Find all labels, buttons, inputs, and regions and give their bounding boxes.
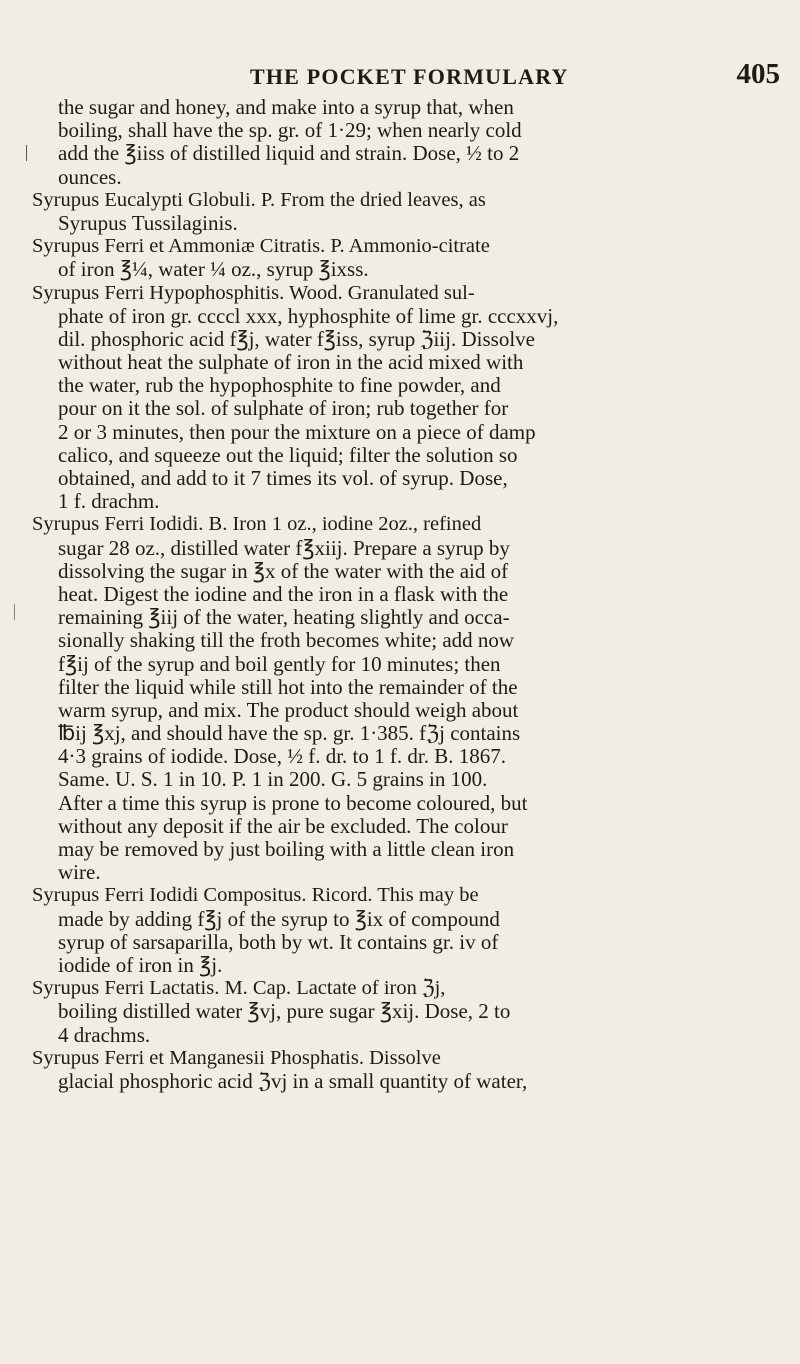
text-line: filter the liquid while still hot into the remainder of the: [58, 675, 518, 699]
margin-pencil-mark: [26, 145, 29, 161]
text-line: f℥ij of the syrup and boil gently for 10 minutes; then: [58, 652, 501, 676]
text-line: the sugar and honey, and make into a syrup that, when: [58, 96, 514, 119]
text-line: boiling, shall have the sp. gr. of 1·29; when nearly cold: [58, 119, 522, 143]
text-line: dil. phosphoric acid f℥j, water f℥iss, syrup ℨiij. Dissolve: [58, 327, 535, 351]
entry-heading-line: Syrupus Ferri et Ammoniæ Citratis. P. Ammonio-citrate: [32, 235, 490, 258]
running-title: THE POCKET FORMULARY: [250, 64, 569, 89]
margin-edge-mark: [14, 604, 19, 620]
text-line: the water, rub the hypophosphite to fine powder, and: [58, 374, 501, 398]
text-line: glacial phosphoric acid ℨvj in a small quantity of water,: [58, 1069, 528, 1093]
text-line: add the ℥iiss of distilled liquid and strain. Dose, ½ to 2: [58, 142, 520, 166]
entry-heading-line: Syrupus Eucalypti Globuli. P. From the dried leaves, as: [32, 188, 486, 211]
text-line: obtained, and add to it 7 times its vol. of syrup. Dose,: [58, 467, 508, 490]
text-line: calico, and squeeze out the liquid; filter the solution so: [58, 443, 518, 467]
text-line: After a time this syrup is prone to become coloured, but: [58, 791, 528, 815]
text-line: Syrupus Tussilaginis.: [58, 211, 238, 235]
text-line: warm syrup, and mix. The product should weigh about: [58, 698, 519, 722]
page-number: 405: [736, 58, 780, 90]
text-line: sugar 28 oz., distilled water f℥xiij. Prepare a syrup by: [58, 536, 510, 560]
text-line: pour on it the sol. of sulphate of iron; rub together for: [58, 397, 509, 421]
text-line: phate of iron gr. ccccl xxx, hyphosphite of lime gr. cccxxvj,: [58, 304, 559, 328]
text-line: 4·3 grains of iodide. Dose, ½ f. dr. to 1 f. dr. B. 1867.: [58, 745, 506, 769]
entry-heading-line: Syrupus Ferri Iodidi. B. Iron 1 oz., iodine 2oz., refined: [32, 513, 482, 536]
text-line: may be removed by just boiling with a little clean iron: [58, 838, 515, 861]
entry-heading-line: Syrupus Ferri et Manganesii Phosphatis. Dissolve: [32, 1046, 441, 1069]
running-head: [250, 58, 780, 94]
text-line: boiling distilled water ℥vj, pure sugar ℥xij. Dose, 2 to: [58, 1000, 511, 1024]
formulary-text: [32, 96, 787, 1093]
entry-heading-line: Syrupus Ferri Lactatis. M. Cap. Lactate of iron ℨj,: [32, 977, 446, 1000]
text-line: ounces.: [58, 165, 122, 189]
text-line: iodide of iron in ℥j.: [58, 953, 223, 977]
text-line: heat. Digest the iodine and the iron in a flask with the: [58, 582, 509, 606]
text-line: 4 drachms.: [58, 1023, 151, 1047]
entry-heading-line: Syrupus Ferri Hypophosphitis. Wood. Granulated sul-: [32, 281, 475, 304]
text-line: syrup of sarsaparilla, both by wt. It contains gr. iv of: [58, 930, 499, 954]
text-line: Same. U. S. 1 in 10. P. 1 in 200. G. 5 grains in 100.: [58, 768, 488, 792]
text-line: made by adding f℥j of the syrup to ℥ix of compound: [58, 907, 500, 931]
text-line: without heat the sulphate of iron in the acid mixed with: [58, 351, 524, 375]
text-line: sionally shaking till the froth becomes white; add now: [58, 629, 515, 653]
text-line: of iron ℥¼, water ¼ oz., syrup ℥ixss.: [58, 258, 369, 282]
text-line: 1 f. drachm.: [58, 490, 160, 514]
text-line: ℔ij ℥xj, and should have the sp. gr. 1·385. fℨj contains: [58, 722, 521, 746]
text-line: 2 or 3 minutes, then pour the mixture on a piece of damp: [58, 420, 536, 444]
text-line: wire.: [58, 861, 101, 885]
entry-heading-line: Syrupus Ferri Iodidi Compositus. Ricord. This may be: [32, 884, 479, 907]
text-line: without any deposit if the air be excluded. The colour: [58, 814, 508, 838]
text-line: dissolving the sugar in ℥x of the water with the aid of: [58, 559, 509, 583]
text-line: remaining ℥iij of the water, heating slightly and occa-: [58, 606, 510, 630]
